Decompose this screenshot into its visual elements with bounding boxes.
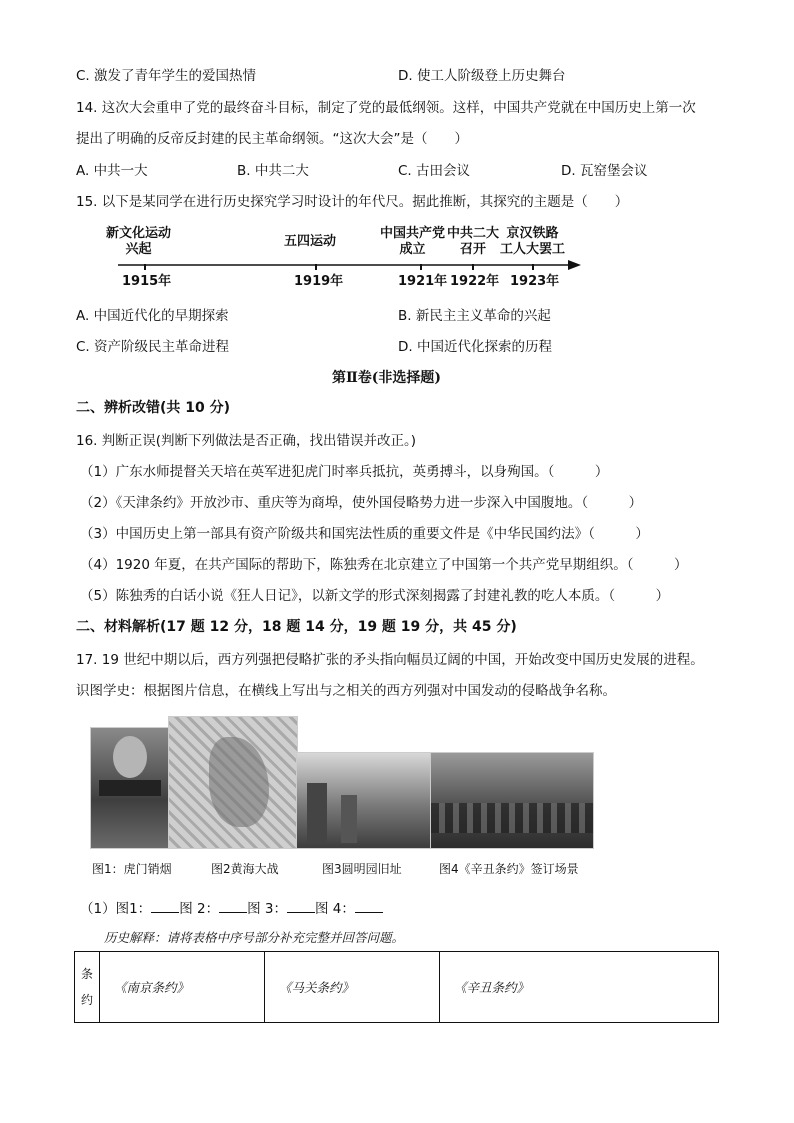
- figure-2-caption: 图2黄海大战: [211, 862, 279, 876]
- figure-1-image: [90, 727, 170, 849]
- table-cell: 《辛丑条约》: [440, 952, 719, 1023]
- q15-option-b: B. 新民主主义革命的兴起: [398, 308, 551, 324]
- q17-line2: 识图学史：根据图片信息，在横线上写出与之相关的西方列强对中国发动的侵略战争名称。: [76, 683, 616, 699]
- treaty-table: [74, 951, 719, 1023]
- history-explanation-instruction: 历史解释：请将表格中序号部分补充完整并回答问题。: [104, 930, 405, 945]
- q16-item: （3）中国历史上第一部具有资产阶级共和国宪法性质的重要文件是《中华民国约法》（ ）: [80, 526, 649, 542]
- timeline-event-label: 京汉铁路 工人大罢工: [500, 226, 566, 257]
- q15-stem: 15. 以下是某同学在进行历史探究学习时设计的年代尺。据此推断，其探究的主题是（ ）: [76, 194, 629, 210]
- timeline-year: 1922年: [450, 274, 500, 289]
- q16-item: （4）1920 年夏，在共产国际的帮助下，陈独秀在北京建立了中国第一个共产党早期组织。（ ）: [80, 557, 688, 573]
- answer-blank-2[interactable]: [219, 900, 247, 913]
- figure-3-ruins-image: [296, 752, 432, 849]
- table-row: [75, 952, 719, 1023]
- timeline-chart: [100, 220, 600, 290]
- q15-option-d: D. 中国近代化探索的历程: [398, 339, 552, 355]
- q15-option-a: A. 中国近代化的早期探索: [76, 308, 229, 324]
- section-title: 第Ⅱ卷(非选择题): [332, 370, 442, 386]
- timeline-year: 1921年: [398, 274, 448, 289]
- figure-4-caption: 图4《辛丑条约》签订场景: [439, 862, 579, 876]
- q16-item: （2）《天津条约》开放沙市、重庆等为商埠，使外国侵略势力进一步深入中国腹地。（ ）: [80, 495, 643, 511]
- q17-line1: 17. 19 世纪中期以后，西方列强把侵略扩张的矛头指向幅员辽阔的中国，开始改变中国历史发展的进程。: [76, 652, 704, 668]
- answer-blank-1[interactable]: [151, 900, 179, 913]
- q14-option-d: D. 瓦窑堡会议: [561, 163, 648, 179]
- timeline-event-label: 中共二大 召开: [447, 226, 500, 257]
- q14-stem-line1: 14. 这次大会重申了党的最终奋斗目标，制定了党的最低纲领。这样，中国共产党就在中国历史上第一次: [76, 100, 696, 116]
- timeline-year: 1923年: [510, 274, 560, 289]
- timeline-event-label: 中国共产党 成立: [380, 226, 446, 257]
- timeline-year: 1919年: [294, 274, 344, 289]
- figure-1-caption: 图1：虎门销烟: [92, 862, 172, 876]
- timeline-event-label: 新文化运动 兴起: [106, 226, 172, 257]
- q14-option-c: C. 古田会议: [398, 163, 471, 179]
- q15-option-c: C. 资产阶级民主革命进程: [76, 339, 230, 355]
- q13-option-c: C. 激发了青年学生的爱国热情: [76, 68, 257, 84]
- q16-item: （1）广东水师提督关天培在英军进犯虎门时率兵抵抗，英勇搏斗，以身殉国。（ ）: [80, 464, 609, 480]
- answer-blank-3[interactable]: [287, 900, 315, 913]
- q14-option-a: A. 中共一大: [76, 163, 148, 179]
- figure-2-map-image: [168, 716, 298, 849]
- q16-item: （5）陈独秀的白话小说《狂人日记》，以新文学的形式深刻揭露了封建礼教的吃人本质。（ ）: [80, 588, 670, 604]
- timeline-year: 1915年: [122, 274, 172, 289]
- q17-fill-in: （1）图1： 图 2： 图 3： 图 4：: [80, 897, 383, 917]
- table-header-cell: 条约: [75, 952, 100, 1023]
- q13-option-d: D. 使工人阶级登上历史舞台: [398, 68, 566, 84]
- timeline-event-label: 五四运动: [284, 234, 337, 249]
- q14-option-b: B. 中共二大: [237, 163, 309, 179]
- part2-heading: 二、辨析改错(共 10 分): [76, 400, 231, 416]
- table-cell: 《南京条约》: [100, 952, 265, 1023]
- part3-heading: 二、材料解析(17 题 12 分，18 题 14 分，19 题 19 分，共 45 分): [76, 619, 517, 635]
- q16-stem: 16. 判断正误(判断下列做法是否正确，找出错误并改正。): [76, 433, 417, 449]
- figure-3-caption: 图3圆明园旧址: [322, 862, 402, 876]
- figure-4-treaty-image: [430, 752, 594, 849]
- q14-stem-line2: 提出了明确的反帝反封建的民主革命纲领。“这次大会”是（ ）: [76, 131, 468, 147]
- table-cell: 《马关条约》: [265, 952, 440, 1023]
- answer-blank-4[interactable]: [355, 900, 383, 913]
